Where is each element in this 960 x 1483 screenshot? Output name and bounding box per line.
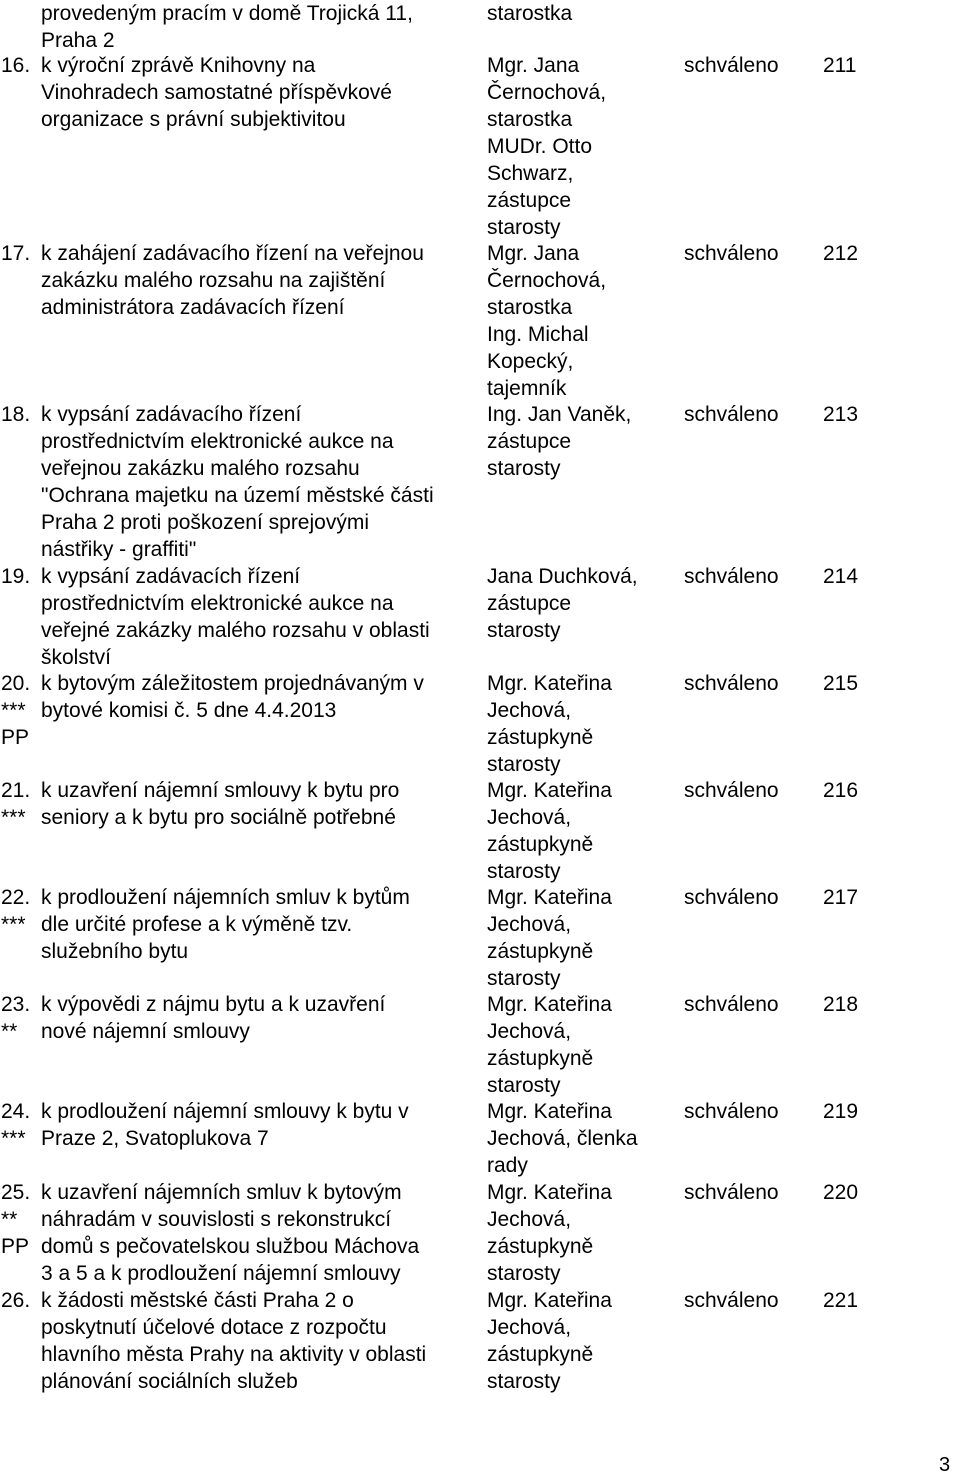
item-submitter: Mgr. Kateřina Jechová, zástupkyně starosty xyxy=(487,993,612,1097)
item-submitter: starostka xyxy=(487,2,573,25)
item-number: 18. xyxy=(1,403,31,426)
item-number: 23. ** xyxy=(1,993,31,1043)
item-submitter: Ing. Jan Vaněk, zástupce starosty xyxy=(487,403,632,480)
resolution-number: 218 xyxy=(823,993,859,1016)
resolution-number: 214 xyxy=(823,565,859,588)
item-number: 19. xyxy=(1,565,31,588)
item-number: 24. *** xyxy=(1,1100,31,1150)
item-result: schváleno xyxy=(684,242,779,265)
item-subject: k vypsání zadávacích řízení prostřednictvím elektronické aukce na veřejné zakázky malého rozsahu v oblasti školství xyxy=(41,565,430,669)
item-submitter: Mgr. Kateřina Jechová, zástupkyně starosty xyxy=(487,1181,612,1285)
item-submitter: Mgr. Kateřina Jechová, členka rady xyxy=(487,1100,638,1177)
item-submitter: Mgr. Kateřina Jechová, zástupkyně starosty xyxy=(487,1289,612,1393)
resolution-number: 221 xyxy=(823,1289,859,1312)
item-result: schváleno xyxy=(684,993,779,1016)
item-result: schváleno xyxy=(684,1100,779,1123)
item-subject: k bytovým záležitostem projednávaným v bytové komisi č. 5 dne 4.4.2013 xyxy=(41,672,424,722)
item-result: schváleno xyxy=(684,1181,779,1204)
item-subject: provedeným pracím v domě Trojická 11, Praha 2 xyxy=(41,2,413,52)
item-number: 16. xyxy=(1,54,31,77)
item-subject: k výroční zprávě Knihovny na Vinohradech samostatné příspěvkové organizace s právní subjektivitou xyxy=(41,54,392,131)
item-result: schváleno xyxy=(684,672,779,695)
item-result: schváleno xyxy=(684,54,779,77)
resolution-number: 217 xyxy=(823,886,859,909)
item-number: 22. *** xyxy=(1,886,31,936)
item-result: schváleno xyxy=(684,886,779,909)
resolution-number: 219 xyxy=(823,1100,859,1123)
item-subject: k výpovědi z nájmu bytu a k uzavření nové nájemní smlouvy xyxy=(41,993,386,1043)
resolution-number: 220 xyxy=(823,1181,859,1204)
item-number: 26. xyxy=(1,1289,31,1312)
item-submitter: Mgr. Kateřina Jechová, zástupkyně starosty xyxy=(487,886,612,990)
resolution-number: 215 xyxy=(823,672,859,695)
page-number: 3 xyxy=(939,1454,951,1476)
item-submitter: Mgr. Jana Černochová, starostka Ing. Michal Kopecký, tajemník xyxy=(487,242,607,400)
item-subject: k žádosti městské části Praha 2 o poskytnutí účelové dotace z rozpočtu hlavního města Prahy na aktivity v oblasti plánování sociálních služeb xyxy=(41,1289,427,1393)
item-number: 21. *** xyxy=(1,779,31,829)
item-result: schváleno xyxy=(684,565,779,588)
item-submitter: Mgr. Kateřina Jechová, zástupkyně starosty xyxy=(487,779,612,883)
item-number: 25. ** PP xyxy=(1,1181,31,1258)
item-submitter: Mgr. Jana Černochová, starostka MUDr. Otto Schwarz, zástupce starosty xyxy=(487,54,607,239)
item-submitter: Jana Duchková, zástupce starosty xyxy=(487,565,638,642)
item-subject: k uzavření nájemní smlouvy k bytu pro seniory a k bytu pro sociálně potřebné xyxy=(41,779,400,829)
item-subject: k uzavření nájemních smluv k bytovým náhradám v souvislosti s rekonstrukcí domů s pečovatelskou službou Máchova 3 a 5 a k prodloužení nájemní smlouvy xyxy=(41,1181,420,1285)
item-subject: k zahájení zadávacího řízení na veřejnou zakázku malého rozsahu na zajištění administrátora zadávacích řízení xyxy=(41,242,424,319)
item-number: 20. *** PP xyxy=(1,672,31,749)
item-submitter: Mgr. Kateřina Jechová, zástupkyně starosty xyxy=(487,672,612,776)
resolution-number: 213 xyxy=(823,403,859,426)
item-result: schváleno xyxy=(684,779,779,802)
resolution-number: 216 xyxy=(823,779,859,802)
item-subject: k prodloužení nájemní smlouvy k bytu v Praze 2, Svatoplukova 7 xyxy=(41,1100,409,1150)
item-subject: k prodloužení nájemních smluv k bytům dle určité profese a k výměně tzv. služebního bytu xyxy=(41,886,410,963)
item-result: schváleno xyxy=(684,403,779,426)
item-number: 17. xyxy=(1,242,31,265)
item-subject: k vypsání zadávacího řízení prostřednictvím elektronické aukce na veřejnou zakázku malého rozsahu "Ochrana majetku na území městské části Praha 2 proti poškození sprejovými nástřiky - graffiti" xyxy=(41,403,434,561)
resolution-number: 212 xyxy=(823,242,859,265)
item-result: schváleno xyxy=(684,1289,779,1312)
resolution-number: 211 xyxy=(823,54,857,77)
